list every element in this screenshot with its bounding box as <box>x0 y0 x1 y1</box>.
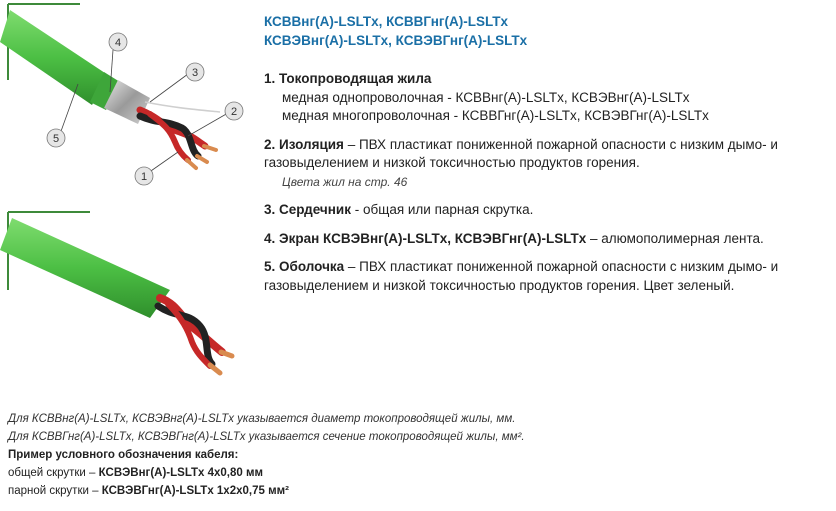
spec-core <box>264 201 830 220</box>
footer-example-2-prefix: парной скрутки – <box>8 485 102 497</box>
spec-shield-heading: 4. Экран КСВЭВнг(А)-LSLTx, КСВЭВГнг(А)-LSLTx <box>264 230 587 246</box>
footer-example-1 <box>8 464 525 482</box>
footer-example-1-prefix: общей скрутки – <box>8 467 99 479</box>
callout-5 <box>47 129 65 147</box>
spec-shield-text: – алюмополимерная лента. <box>586 230 764 246</box>
callout-1-label: 1 <box>140 171 148 183</box>
spec-sheath-heading: 5. Оболочка <box>264 259 345 274</box>
footer-note-diameter: Для КСВВнг(А)-LSLTx, КСВЭВнг(А)-LSLTx указывается диаметр токопроводящей жилы, мм. <box>8 413 516 425</box>
cable-illustration <box>0 0 260 400</box>
footer-example-heading: Пример условного обозначения кабеля: <box>8 449 239 461</box>
product-title <box>264 12 527 50</box>
spec-sheath-text: – ПВХ пластикат пониженной пожарной опасности с низким дымо- и газовыделением и низкой токсичностью продуктов горения. Цвет зеленый. <box>264 259 779 293</box>
spec-insulation-text: – ПВХ пластикат пониженной пожарной опасности с низким дымо- и газовыделением и низкой токсичностью продуктов горения. <box>264 136 778 170</box>
spec-conductor <box>264 70 830 126</box>
spec-sheath <box>264 258 830 295</box>
spec-core-text: - общая или парная скрутка. <box>350 202 534 217</box>
cable-unshielded <box>0 218 232 373</box>
footer-notes <box>8 410 525 500</box>
spec-insulation-heading: 2. Изоляция <box>264 136 344 152</box>
spec-insulation <box>264 136 830 192</box>
footer-example-1-value: КСВЭВнг(А)-LSLTx 4х0,80 мм <box>98 467 263 479</box>
callout-1 <box>135 167 153 185</box>
spec-conductor-line2: медная многопроволочная - КСВВГнг(А)-LSLTx, КСВЭВГнг(А)-LSLTx <box>282 108 709 123</box>
footer-note-section: Для КСВВГнг(А)-LSLTx, КСВЭВГнг(А)-LSLTx указывается сечение токопроводящей жилы, мм². <box>8 431 525 443</box>
footer-example-2-value: КСВЭВГнг(А)-LSLTx 1х2х0,75 мм² <box>101 485 289 497</box>
spec-insulation-note: Цвета жил на стр. 46 <box>282 174 408 189</box>
spec-shield <box>264 230 830 249</box>
callout-2-label: 2 <box>230 106 238 118</box>
product-title-line2: КСВЭВнг(А)-LSLTx, КСВЭВГнг(А)-LSLTx <box>264 33 528 48</box>
callout-5-label: 5 <box>52 133 60 145</box>
callout-3-label: 3 <box>191 67 199 79</box>
product-title-line1: КСВВнг(А)-LSLTx, КСВВГнг(А)-LSLTx <box>264 14 508 29</box>
callout-2 <box>225 102 243 120</box>
callout-3 <box>186 63 204 81</box>
spec-core-heading: 3. Сердечник <box>264 202 351 217</box>
callout-4 <box>109 33 127 51</box>
spec-conductor-heading: 1. Токопроводящая жила <box>264 71 432 86</box>
spec-list <box>264 70 830 305</box>
callout-4-label: 4 <box>114 37 122 49</box>
spec-conductor-line1: медная однопроволочная - КСВВнг(А)-LSLTx, КСВЭВнг(А)-LSLTx <box>282 89 690 105</box>
footer-example-2 <box>8 482 525 500</box>
